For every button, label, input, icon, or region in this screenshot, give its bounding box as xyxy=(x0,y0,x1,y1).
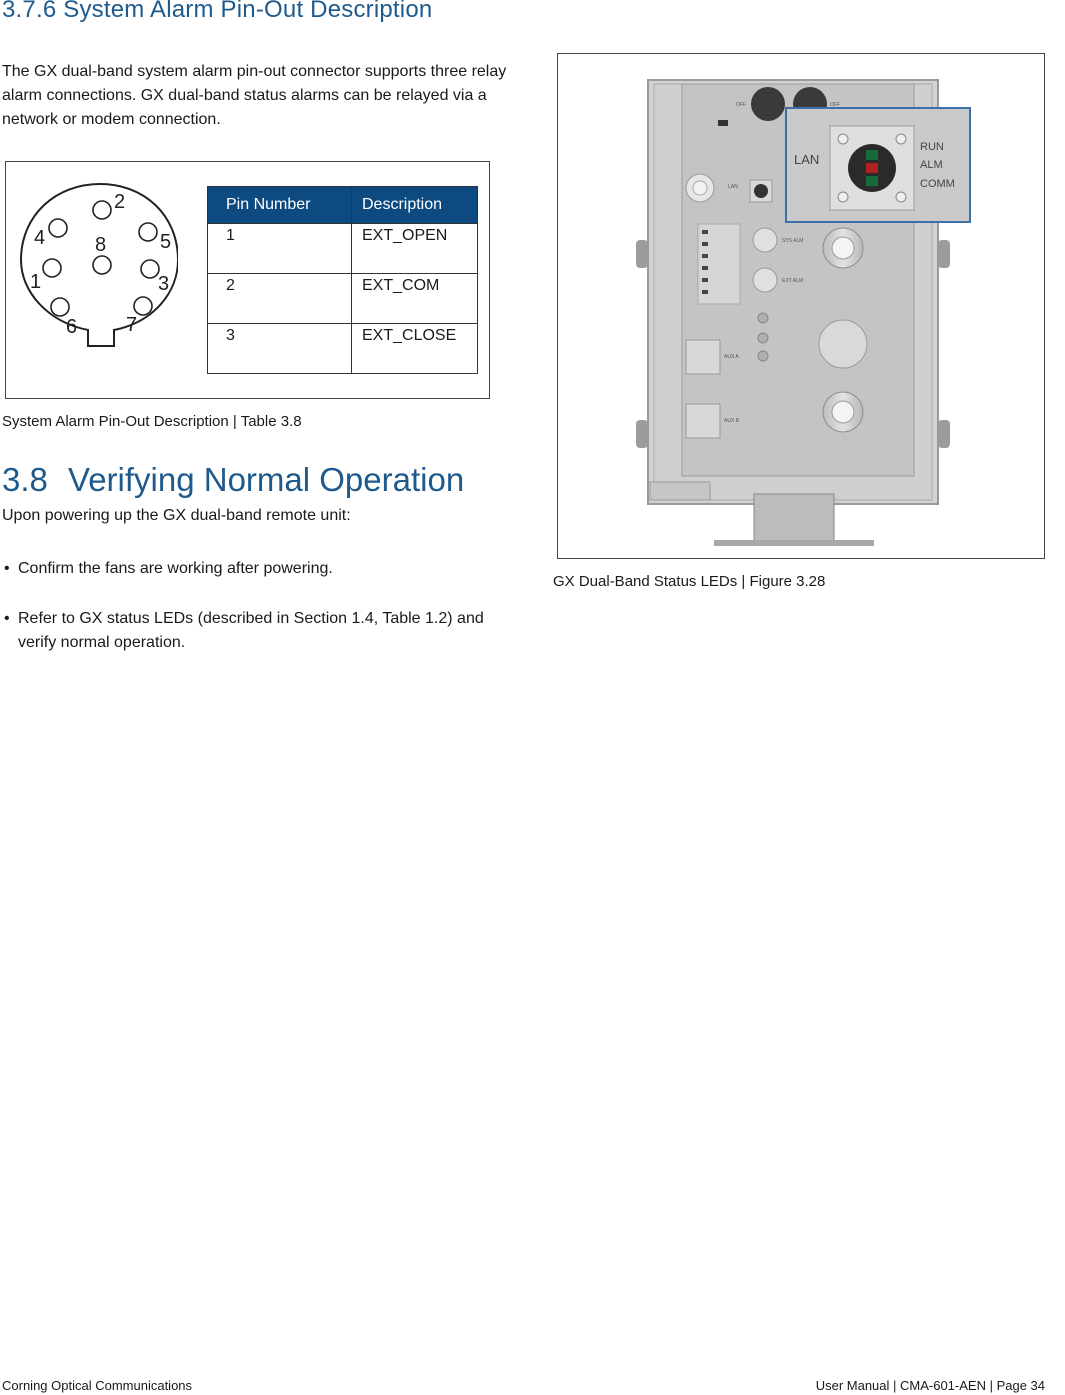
side-bolt-icon xyxy=(636,240,648,268)
pin-label-5: 5 xyxy=(160,231,172,253)
pinout-table-frame xyxy=(5,161,490,399)
section-number: 3.8 xyxy=(2,461,48,498)
pin-connector-diagram xyxy=(18,180,178,350)
header-pin-number: Pin Number xyxy=(208,187,352,224)
figure-frame xyxy=(557,53,1045,559)
port-plug-icon xyxy=(819,320,867,368)
alm-led-icon xyxy=(866,163,878,173)
aux-plate-icon xyxy=(686,340,720,374)
panel-label-ext-alm: EXT ALM xyxy=(782,278,804,284)
description-cell: EXT_OPEN xyxy=(352,224,478,274)
table-caption: System Alarm Pin-Out Description | Table 3.8 xyxy=(2,413,302,430)
intro-paragraph: The GX dual-band system alarm pin-out connector supports three relay alarm connections. GX dual-band status alarms can be relayed via a network or modem connection. xyxy=(2,63,507,128)
footer-company: Corning Optical Communications xyxy=(2,1378,193,1393)
description-cell: EXT_COM xyxy=(352,274,478,324)
gx-unit-illustration xyxy=(558,54,1044,558)
aux-plate-icon xyxy=(686,404,720,438)
section-heading-3-7-6: 3.7.6 System Alarm Pin-Out Description xyxy=(2,0,433,23)
pin-3-hole xyxy=(141,260,159,278)
side-bolt-icon xyxy=(938,240,950,268)
pinout-table xyxy=(207,186,478,374)
panel-label-lan: LAN xyxy=(728,184,738,190)
panel-label-aux-b: AUX B xyxy=(724,418,740,424)
pin-cell: 2 xyxy=(208,274,352,324)
list-item: • Refer to GX status LEDs (described in Section 1.4, Table 1.2) and verify normal operation. xyxy=(2,607,502,655)
list-item: • Confirm the fans are working after powering. xyxy=(2,557,502,581)
alarm-connector-icon xyxy=(753,268,777,292)
pin-label-1: 1 xyxy=(30,271,42,293)
section-title: Verifying Normal Operation xyxy=(68,461,465,498)
pin-label-8: 8 xyxy=(95,234,107,256)
panel-label-off: OFF xyxy=(830,102,840,108)
inset-label-comm: COMM xyxy=(920,178,955,190)
table-row xyxy=(208,224,478,274)
pin-8-hole xyxy=(93,256,111,274)
side-bolt-icon xyxy=(938,420,950,448)
panel-label-aux-a: AUX A xyxy=(724,354,739,360)
pin-1-hole xyxy=(43,259,61,277)
inset-label-run: RUN xyxy=(920,141,944,153)
table-row xyxy=(208,274,478,324)
pin-label-3: 3 xyxy=(158,273,170,295)
led-socket-icon xyxy=(754,184,768,198)
bullet-icon: • xyxy=(4,610,10,627)
inset-label-alm: ALM xyxy=(920,159,943,171)
panel-label-off: OFF xyxy=(736,102,746,108)
alarm-connector-icon xyxy=(753,228,777,252)
comm-led-icon xyxy=(866,176,878,186)
table-row xyxy=(208,324,478,374)
pin-cell: 1 xyxy=(208,224,352,274)
upon-paragraph: Upon powering up the GX dual-band remote unit: xyxy=(2,507,351,524)
pin-label-7: 7 xyxy=(126,314,138,336)
figure-caption: GX Dual-Band Status LEDs | Figure 3.28 xyxy=(553,573,826,590)
pin-4-hole xyxy=(49,219,67,237)
pin-6-hole xyxy=(51,298,69,316)
run-led-icon xyxy=(866,150,878,160)
footer-page-info: User Manual | CMA-601-AEN | Page 34 xyxy=(815,1378,1045,1393)
pin-label-6: 6 xyxy=(66,316,78,338)
section-heading-3-8 xyxy=(2,461,464,499)
bullet-list xyxy=(2,557,502,681)
pin-7-hole xyxy=(134,297,152,315)
panel-label-sys-alm: SYS ALM xyxy=(782,238,804,244)
pin-label-4: 4 xyxy=(34,227,46,249)
inset-label-lan: LAN xyxy=(794,152,820,167)
description-cell: EXT_CLOSE xyxy=(352,324,478,374)
pin-5-hole xyxy=(139,223,157,241)
power-switch-icon xyxy=(751,87,785,121)
pin-2-hole xyxy=(93,201,111,219)
side-bolt-icon xyxy=(636,420,648,448)
bullet-icon: • xyxy=(4,560,10,577)
pin-label-2: 2 xyxy=(114,191,126,213)
pin-cell: 3 xyxy=(208,324,352,374)
header-description: Description xyxy=(352,187,478,224)
